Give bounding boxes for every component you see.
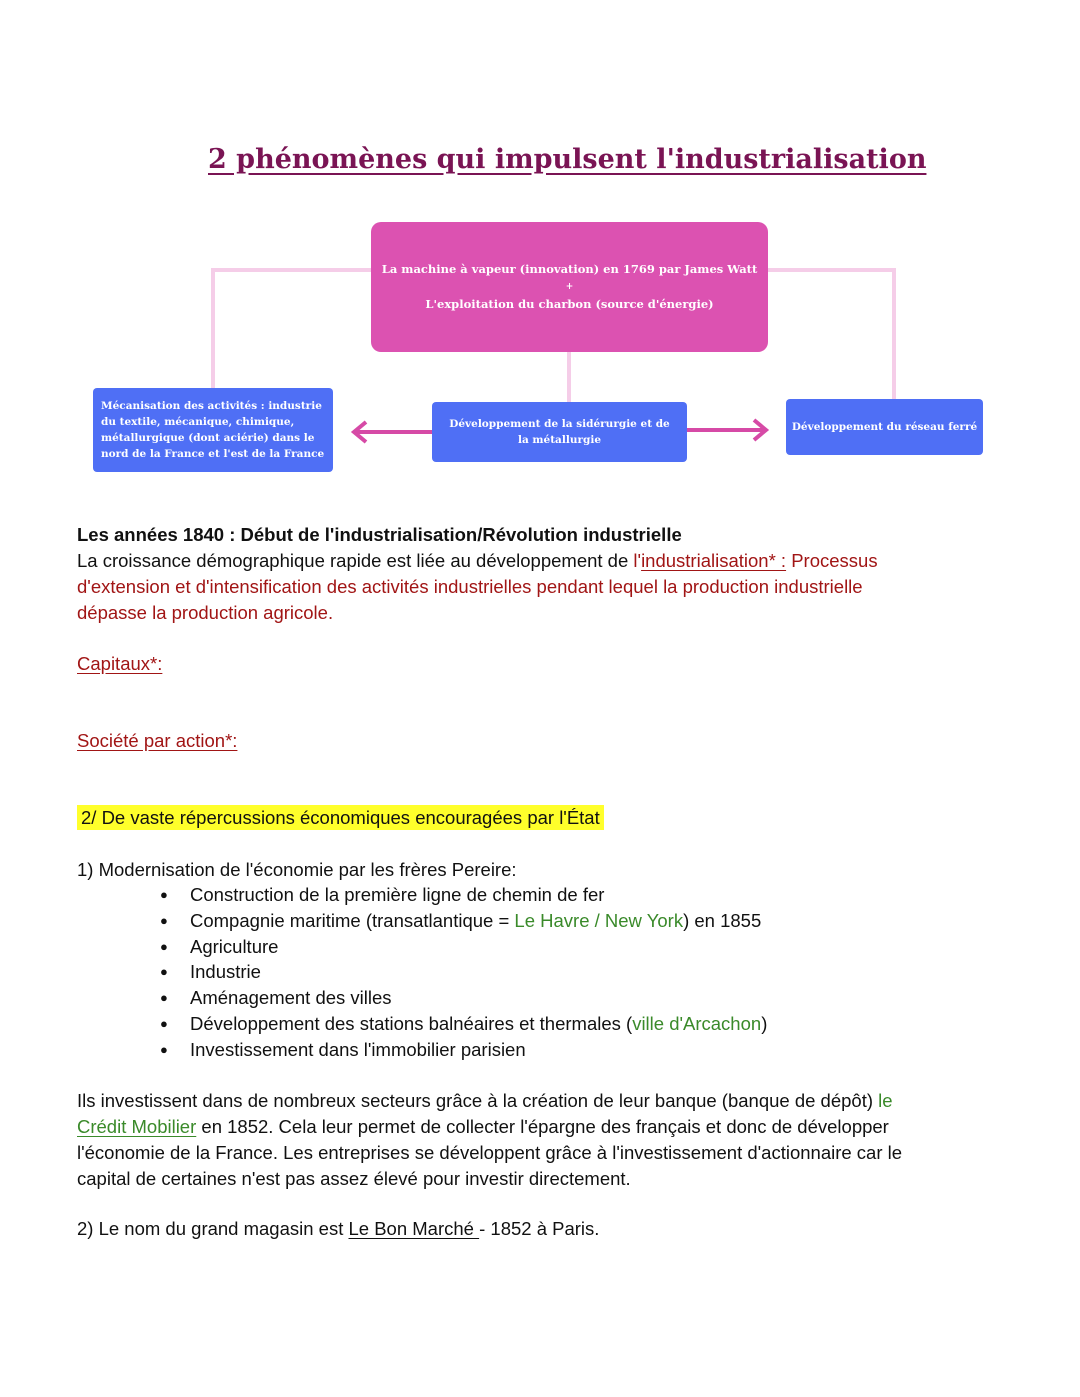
societe-label: Société par action*: [77,730,238,751]
term-industrialisation: industrialisation* : [641,550,787,571]
pereire-paragraph [77,1088,977,1192]
list-item-text: Compagnie maritime (transatlantique = [190,909,515,931]
list-item-text: ) en 1855 [683,909,762,931]
list-item-text: Construction de la première ligne de chemin de fer [190,884,605,905]
point2 [77,1216,599,1242]
point2-text: 2) Le nom du grand magasin est [77,1218,349,1239]
list-item [150,1011,767,1037]
section1-heading: Les années 1840 : Début de l'industrialisation/Révolution industrielle [77,524,682,545]
node-top-line2: L'exploitation du charbon (source d'énergie) [425,297,714,311]
para-line-1 [77,1088,977,1114]
point2-date: - 1852 à Paris. [479,1218,600,1239]
node-top-line1: La machine à vapeur (innovation) en 1769 par James Watt [381,262,758,276]
bon-marche-link[interactable]: Le Bon Marché [348,1218,480,1239]
definition-rest: d'extension et d'intensification des activités industrielles pendant lequel la production industrielle dépasse la production agricole. [77,576,863,623]
credit-mobilier-link[interactable]: Crédit Mobilier [77,1116,197,1137]
pereire-list [150,882,767,1063]
connector-right [768,270,894,399]
para-text: en 1852. Cela leur permet de collecter l'épargne des français et donc de développer [196,1116,889,1137]
point1-text: 1) Modernisation de l'économie par les frères Pereire: [77,859,517,880]
list-item-text: Industrie [190,961,261,983]
section2-heading [77,805,604,831]
para-line-4: capital de certaines n'est pas assez élevé pour investir directement. [77,1168,631,1189]
list-item [150,908,767,934]
section1-paragraph [77,548,937,626]
arcachon: ville d'Arcachon [632,1012,762,1034]
section1-text: La croissance démographique rapide est liée au développement de [77,550,634,571]
section2-heading-text: 2/ De vaste répercussions économiques encouragées par l'État [77,805,604,830]
diagram-node-siderurgie: Développement de la sidérurgie et de la métallurgie [432,402,687,462]
list-item-text: Investissement dans l'immobilier parisien [190,1038,526,1060]
diagram-node-rail-network: Développement du réseau ferré [786,399,983,455]
node-top-plus: + [565,282,574,292]
credit-mobilier-prefix: le [878,1090,893,1111]
diagram-node-mechanisation: Mécanisation des activités : industrie du textile, mécanique, chimique, métallurgique (dont aciérie) dans le nord de la France et l'est de la France [93,388,333,472]
list-item-text: ) [761,1012,768,1034]
definition-start: Processus [786,550,878,571]
le-havre-new-york: Le Havre / New York [514,909,684,931]
para-text: Ils investissent dans de nombreux secteurs grâce à la création de leur banque (banque de dépôt) [77,1090,879,1111]
para-line-2 [77,1114,977,1140]
list-item-text: Développement des stations balnéaires et thermales ( [190,1012,633,1034]
list-item [150,934,767,960]
list-item [150,959,767,985]
capitaux-label: Capitaux*: [77,653,163,674]
list-item [150,1037,767,1063]
list-item [150,882,767,908]
page-title: 2 phénomènes qui impulsent l'industrialisation [208,144,927,175]
diagram-node-steam-engine [371,222,768,352]
connector-left [213,270,371,388]
para-line-3: l'économie de la France. Les entreprises se développent grâce à l'investissement d'actionnaire car le [77,1142,903,1163]
list-item-text: Aménagement des villes [190,987,392,1009]
term-prefix: l' [633,550,642,571]
list-item [150,985,767,1011]
list-item-text: Agriculture [190,935,279,957]
